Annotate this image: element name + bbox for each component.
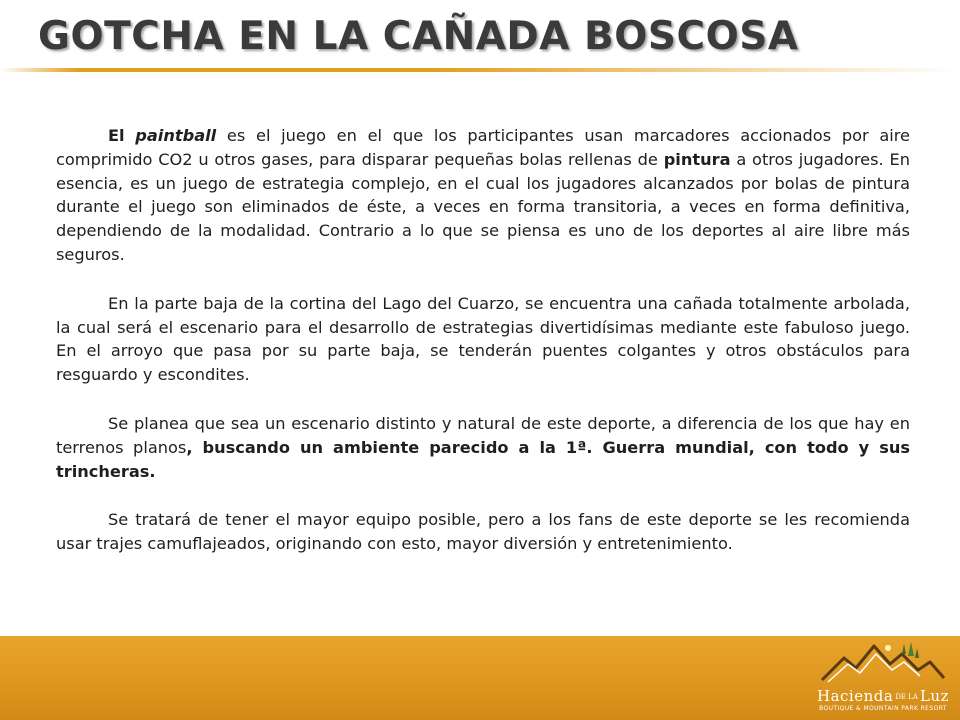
paragraph-4: Se tratará de tener el mayor equipo posible, pero a los fans de este deporte se les recomienda usar trajes camuflajeados, originando con esto, mayor diversión y entretenimiento. — [56, 510, 910, 554]
title-underline — [0, 68, 960, 72]
p1-text-a: es el juego en el que los participantes usan marcadores accionados por aire comprimido CO2 u otros gases, para disparar pequeñas bolas rellenas de — [56, 126, 910, 169]
logo-tagline: BOUTIQUE & MOUNTAIN PARK RESORT — [819, 705, 947, 712]
paragraph-2: En la parte baja de la cortina del Lago del Cuarzo, se encuentra una cañada totalmente arbolada, la cual será el escenario para el desarrollo de estrategias divertidísimas mediante este fabuloso juego. En el arroyo que pasa por su parte baja, se tenderán puentes colgantes y otros obstáculos para resguardo y escondites. — [56, 293, 910, 385]
logo-name-small: DE LA — [895, 692, 918, 701]
paragraph-3 — [56, 412, 910, 483]
title-bar — [0, 0, 960, 74]
hacienda-logo — [808, 640, 958, 718]
p1-paintball: paintball — [135, 126, 217, 145]
p1-lead: El — [108, 126, 125, 145]
logo-name — [808, 686, 958, 705]
p3-text-bold: , buscando un ambiente parecido a la 1ª. Guerra mundial, con todo y sus trincheras. — [56, 437, 911, 481]
p1-text-b: a otros jugadores. En esencia, es un juego de estrategia complejo, en el cual los jugadores alcanzados por bolas de pintura durante el juego son eliminados de éste, a veces en forma transitoria, a veces en forma definitiva, dependiendo de la modalidad. Contrario a lo que se piensa es uno de los deportes al aire libre más seguros. — [56, 149, 910, 264]
paragraph-1 — [56, 124, 910, 267]
page-title: GOTCHA EN LA CAÑADA BOSCOSA — [38, 14, 799, 59]
logo-name-right: Luz — [919, 687, 949, 705]
logo-name-left: Hacienda — [817, 687, 894, 705]
body-text — [56, 124, 910, 556]
p3-text-a: Se planea que sea un escenario distinto y natural de este deporte, a diferencia de los que hay en terrenos planos — [56, 413, 910, 457]
mountains-icon — [818, 640, 948, 686]
p1-pintura: pintura — [663, 149, 731, 169]
